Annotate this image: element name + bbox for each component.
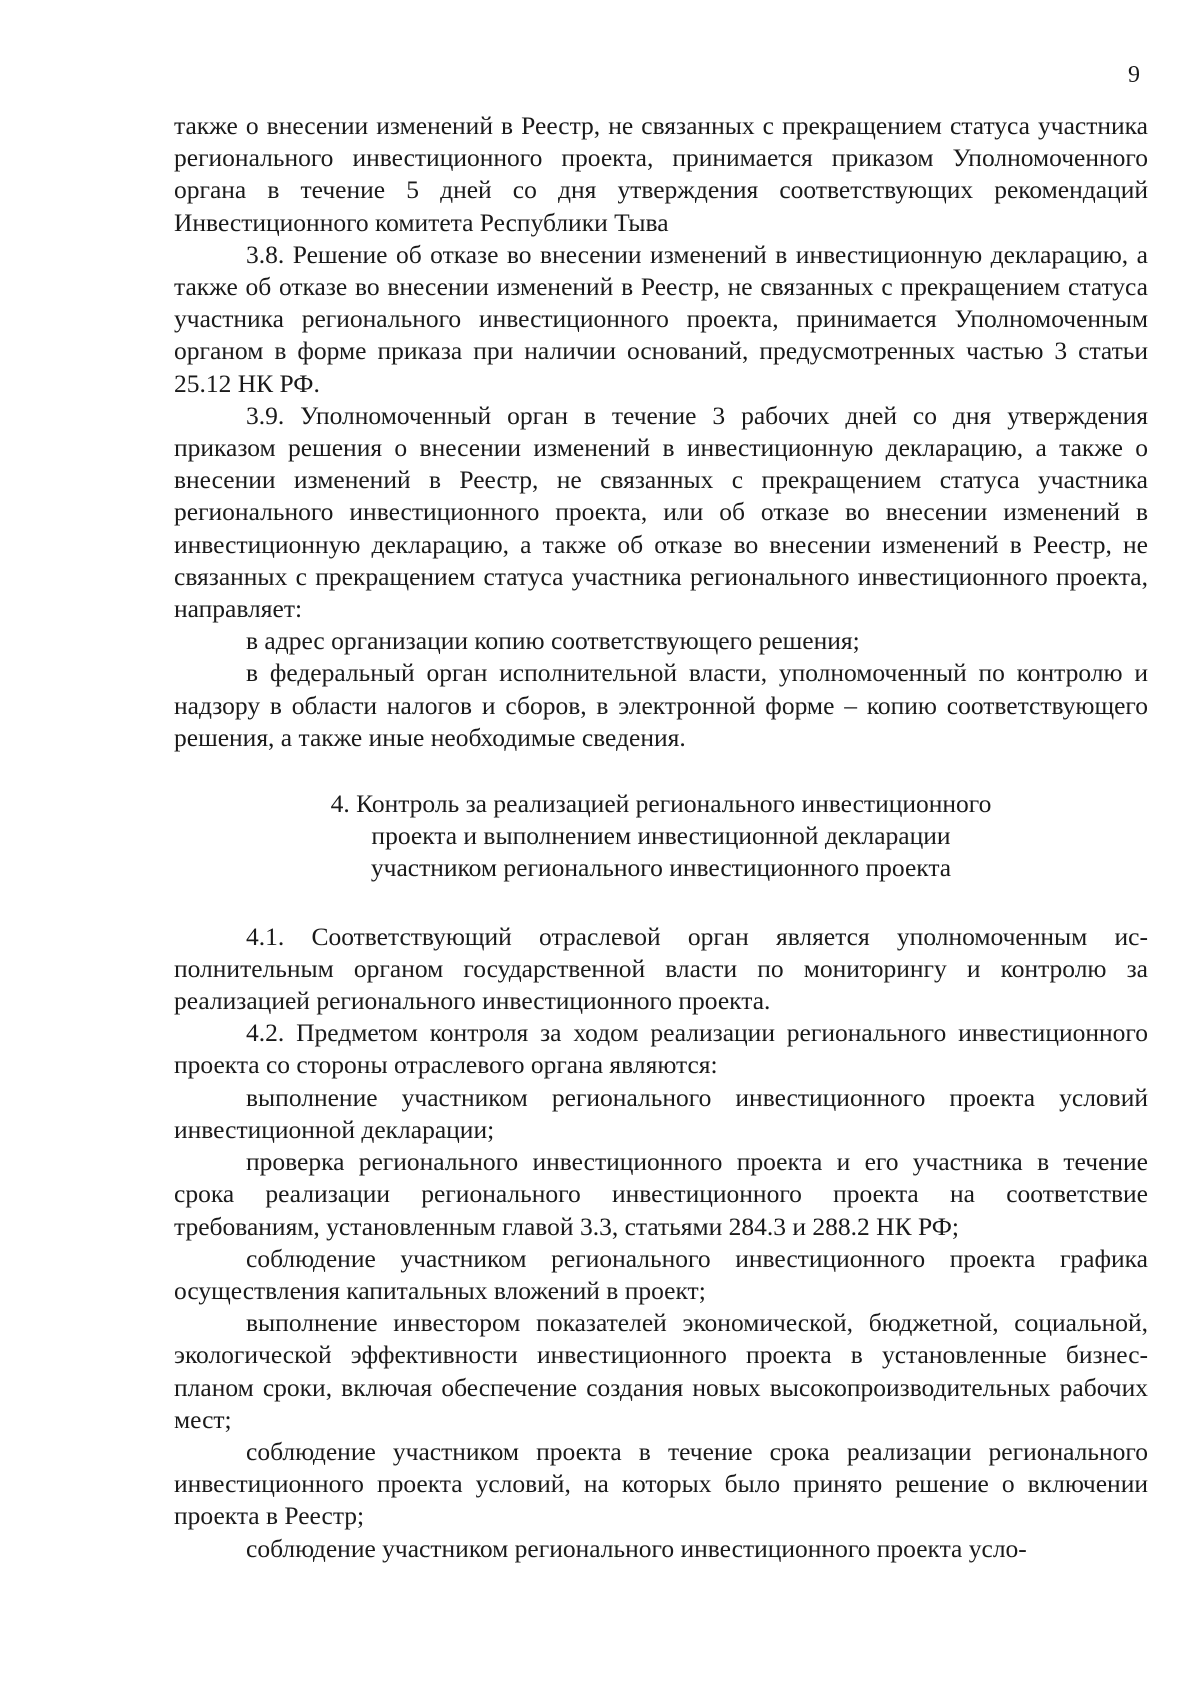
list-item: выполнение участником регионального инвестиционного проекта условий инвестиционной декларации; [174, 1082, 1148, 1144]
page-number: 9 [1128, 62, 1140, 88]
list-item: соблюдение участником проекта в течение срока реализации регионального инвестиционного проекта условий, на которых было принято решение о включении проекта в Реестр; [174, 1436, 1148, 1531]
paragraph-federal-organ: в федеральный орган исполнительной власти, уполномоченный по контролю и надзору в области налогов и сборов, в электронной форме – копию соответствующего решения, а также иные необходимые сведения. [174, 658, 1148, 752]
section-heading [174, 788, 1148, 885]
list-item: соблюдение участником регионального инвестиционного проекта графика осуществления капитальных вложений в проект; [174, 1243, 1148, 1305]
paragraph-address: в адрес организации копию соответствующего решения; [246, 626, 860, 656]
paragraph-continuation: также о внесении изменений в Реестр, не связанных с прекращением статуса участника регионального инвестиционного проекта, принимается приказом Уполномоченного органа в течение 5 дней со дня утверждения соответствующих рекомендаций Инвестиционного комитета Республики Тыва [174, 111, 1148, 237]
paragraph-4-1: 4.1. Соответствующий отраслевой орган является уполномоченным исполнительным органом государственной власти по мониторингу и контролю за реализацией регионального инвестиционного проекта. [174, 921, 1148, 1016]
section-heading-line: проекта и выполнением инвестиционной декларации [371, 821, 951, 851]
list-item: соблюдение участником регионального инвестиционного проекта усло- [246, 1533, 1027, 1563]
list-item: проверка регионального инвестиционного проекта и его участника в течение срока реализации регионального инвестиционного проекта на соответствие требованиям, установленным главой 3.3, статьями 284.3 и 288.2 НК РФ; [174, 1147, 1148, 1241]
section-heading-line: 4. Контроль за реализацией регионального инвестиционного [330, 789, 992, 819]
list-item: выполнение инвестором показателей экономической, бюджетной, социальной, экологической эффективности инвестиционного проекта в установленные бизнес-планом сроки, включая обеспечение создания новых высокопроизводительных рабочих мест; [174, 1308, 1148, 1434]
paragraph-3-9: 3.9. Уполномоченный орган в течение 3 рабочих дней со дня утверждения приказом решения о внесении изменений в инвестиционную декларацию, а также о внесении изменений в Реестр, не связанных с прекращением статуса участника регионального инвестиционного проекта, или об отказе во внесении изменений в инвестиционную декларацию, а также об отказе во внесении изменений в Реестр, не связанных с прекращением статуса участника регионального инвестиционного проекта, направляет: [174, 400, 1148, 624]
paragraph-3-8: 3.8. Решение об отказе во внесении изменений в инвестиционную декларацию, а также об отказе во внесении изменений в Реестр, не связанных с прекращением статуса участника регионального инвестиционного проекта, принимается Уполномоченным органом в форме приказа при наличии оснований, предусмотренных частью 3 статьи 25.12 НК РФ. [174, 239, 1148, 398]
document-body [174, 110, 1148, 1565]
section-heading-line: участником регионального инвестиционного проекта [370, 853, 952, 883]
paragraph-4-2: 4.2. Предметом контроля за ходом реализации регионального инвестиционного проекта со стороны отраслевого органа являются: [174, 1018, 1148, 1080]
